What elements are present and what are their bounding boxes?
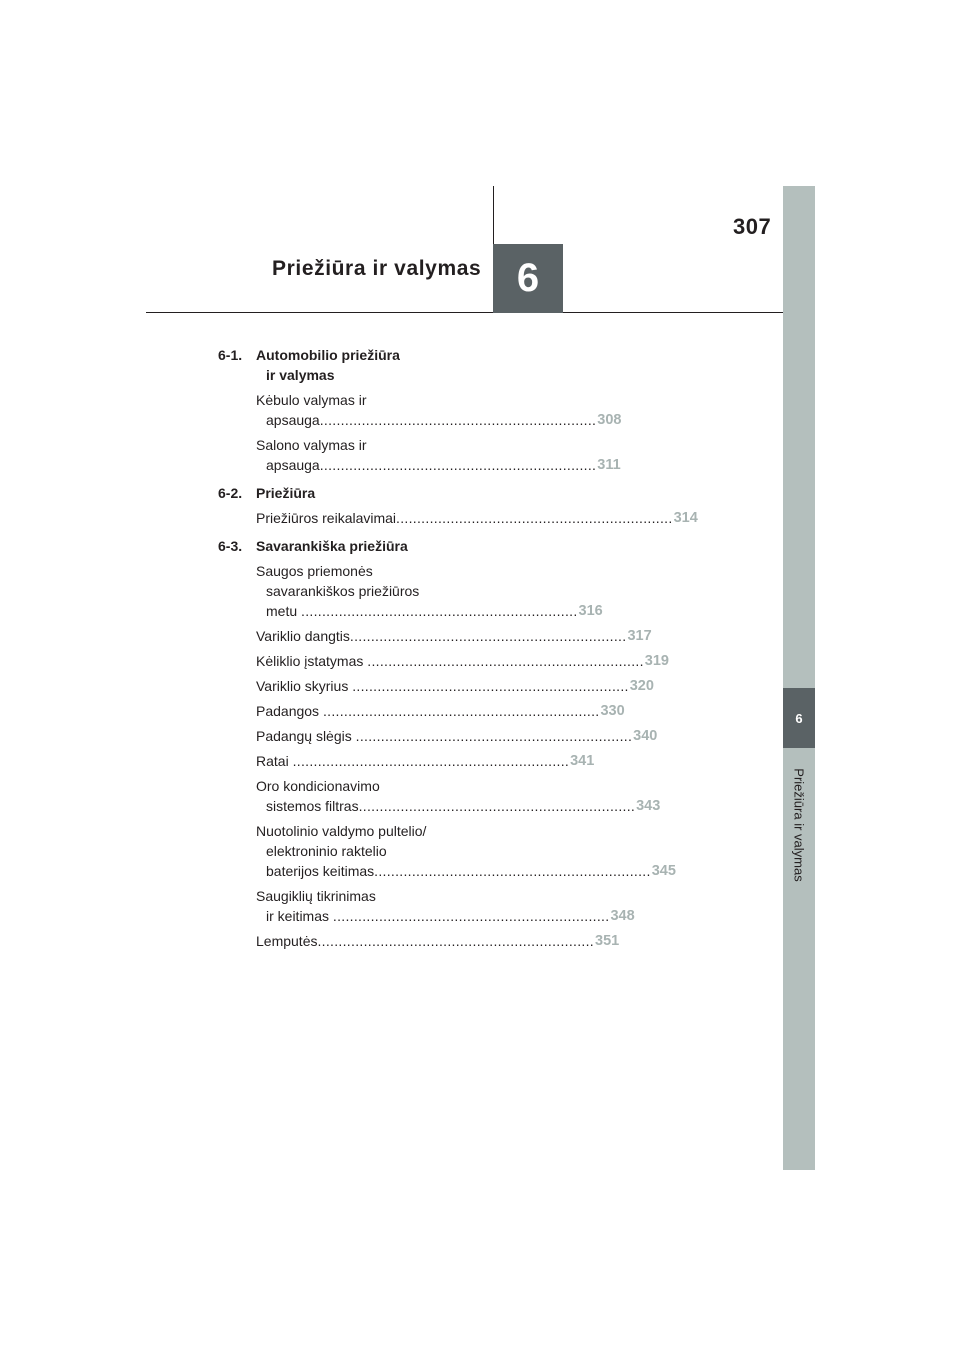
toc-entry[interactable] xyxy=(256,561,603,621)
entry-text: Padangų slėgis xyxy=(256,728,356,744)
entry-page[interactable]: 348 xyxy=(610,908,635,924)
toc-entry[interactable] xyxy=(256,390,622,430)
section-number: 6-1. xyxy=(218,347,243,363)
entry-text: Kėliklio įstatymas xyxy=(256,653,368,669)
toc-entry[interactable] xyxy=(256,626,652,646)
leader-dots: .................................................................. xyxy=(322,703,600,719)
chapter-number-box xyxy=(493,244,563,313)
entry-text: Ratai xyxy=(256,753,293,769)
leader-dots: .................................................................. xyxy=(355,728,633,744)
toc-entry[interactable] xyxy=(256,651,669,671)
section-title: Savarankiška priežiūra xyxy=(256,538,408,554)
toc-entry[interactable] xyxy=(256,821,676,881)
entry-text: elektroninio raktelio xyxy=(266,843,387,859)
entry-text: Kėbulo valymas ir xyxy=(256,392,367,408)
entry-text: Nuotolinio valdymo pultelio/ xyxy=(256,823,427,839)
section-heading[interactable] xyxy=(218,345,468,385)
entry-text: baterijos keitimas xyxy=(266,863,375,879)
toc-entry[interactable] xyxy=(256,726,658,746)
header-horizontal-rule xyxy=(146,312,783,313)
section-heading[interactable] xyxy=(218,483,468,503)
toc-entry[interactable] xyxy=(256,701,625,721)
leader-dots: .................................................................. xyxy=(396,510,673,526)
leader-dots: .................................................................. xyxy=(352,678,629,694)
section-title: Automobilio priežiūra xyxy=(256,347,400,363)
side-tab-strip xyxy=(783,186,815,1170)
entry-text: metu xyxy=(266,603,302,619)
entry-text: Priežiūros reikalavimai xyxy=(256,510,397,526)
leader-dots: .................................................................. xyxy=(319,457,597,473)
section-number: 6-3. xyxy=(218,538,243,554)
entry-text: Variklio skyrius xyxy=(256,678,353,694)
side-tab-number[interactable] xyxy=(783,688,815,748)
entry-page[interactable]: 341 xyxy=(570,753,595,769)
section-number: 6-2. xyxy=(218,485,243,501)
section-heading[interactable] xyxy=(218,536,468,556)
entry-page[interactable]: 311 xyxy=(597,457,621,473)
toc-entry[interactable] xyxy=(256,886,635,926)
leader-dots: .................................................................. xyxy=(349,628,627,644)
entry-text: savarankiškos priežiūros xyxy=(266,583,420,599)
entry-text: sistemos filtras xyxy=(266,798,359,814)
toc-entry[interactable] xyxy=(256,931,620,951)
page-number: 307 xyxy=(733,214,772,239)
entry-text: Lemputės xyxy=(256,933,318,949)
entry-text: Oro kondicionavimo xyxy=(256,778,380,794)
chapter-title: Priežiūra ir valymas xyxy=(272,257,482,280)
entry-page[interactable]: 345 xyxy=(651,863,676,879)
toc-entry[interactable] xyxy=(256,508,698,528)
entry-text: Saugos priemonės xyxy=(256,563,373,579)
entry-text: Variklio dangtis xyxy=(256,628,350,644)
entry-text: apsauga xyxy=(266,412,320,428)
entry-text: ir keitimas xyxy=(266,908,333,924)
entry-page[interactable]: 340 xyxy=(633,728,658,744)
entry-page[interactable]: 308 xyxy=(597,412,622,428)
leader-dots: .................................................................. xyxy=(332,908,610,924)
toc-entry[interactable] xyxy=(256,776,661,816)
section-title-continued: ir valymas xyxy=(266,367,335,383)
leader-dots: .................................................................. xyxy=(292,753,570,769)
toc-entry[interactable] xyxy=(256,435,621,475)
section-title: Priežiūra xyxy=(256,485,316,501)
entry-text: apsauga xyxy=(266,457,320,473)
entry-text: Saugiklių tikrinimas xyxy=(256,888,376,904)
leader-dots: .................................................................. xyxy=(317,933,595,949)
table-of-contents xyxy=(218,345,698,951)
entry-page[interactable]: 317 xyxy=(627,628,652,644)
leader-dots: .................................................................. xyxy=(358,798,636,814)
entry-text: Salono valymas ir xyxy=(256,437,367,453)
entry-page[interactable]: 343 xyxy=(636,798,661,814)
entry-page[interactable]: 319 xyxy=(644,653,669,669)
entry-page[interactable]: 320 xyxy=(629,678,654,694)
entry-text: Padangos xyxy=(256,703,323,719)
toc-entry[interactable] xyxy=(256,751,595,771)
leader-dots: .................................................................. xyxy=(367,653,644,669)
chapter-number: 6 xyxy=(516,256,540,300)
toc-entry[interactable] xyxy=(256,676,654,696)
entry-page[interactable]: 316 xyxy=(578,603,603,619)
side-tab-number-label: 6 xyxy=(795,710,803,726)
leader-dots: .................................................................. xyxy=(319,412,597,428)
side-tab-label: Priežiūra ir valymas xyxy=(791,768,807,882)
entry-page[interactable]: 330 xyxy=(600,703,625,719)
leader-dots: .................................................................. xyxy=(301,603,578,619)
header-vertical-rule xyxy=(493,186,494,244)
leader-dots: .................................................................. xyxy=(374,863,651,879)
entry-page[interactable]: 351 xyxy=(595,933,620,949)
entry-page[interactable]: 314 xyxy=(673,510,698,526)
